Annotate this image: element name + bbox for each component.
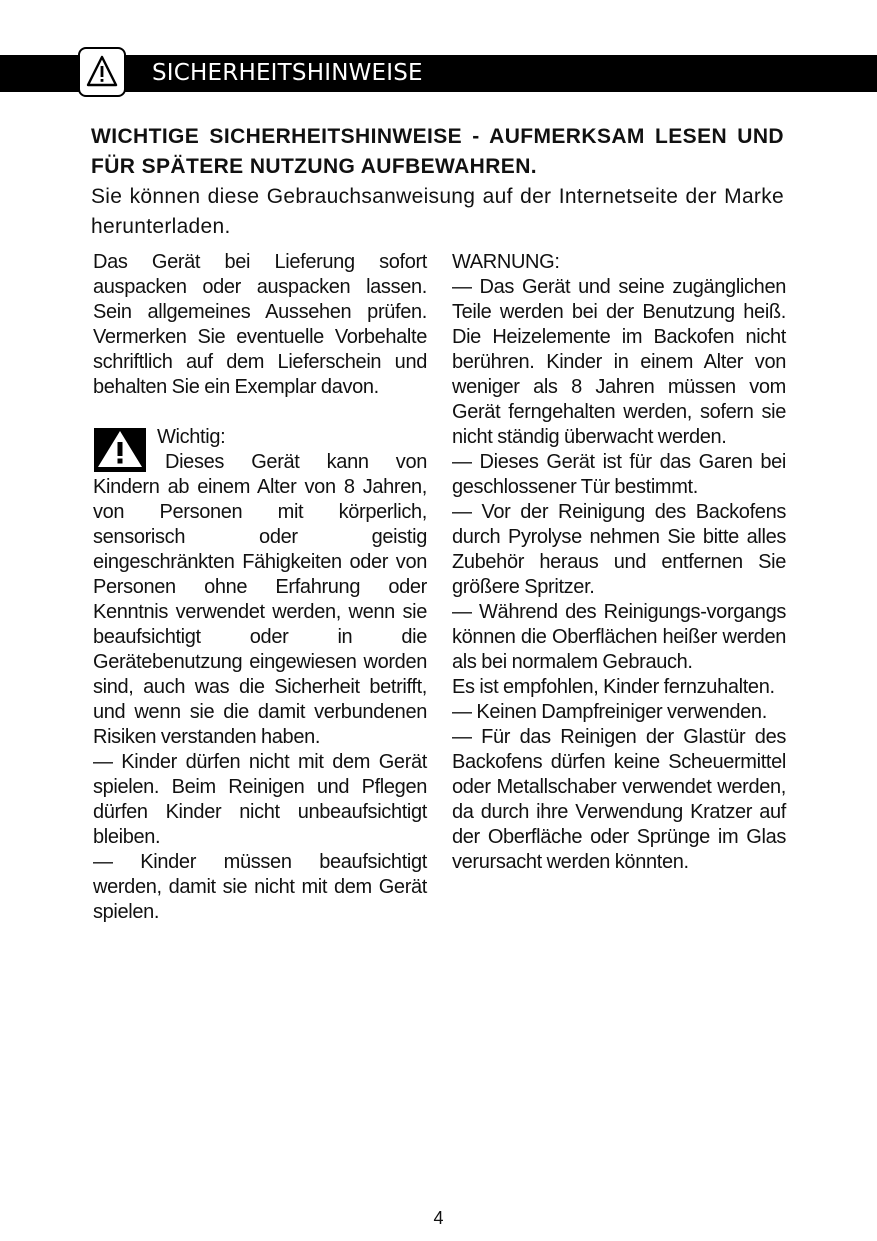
hot-parts-paragraph: — Das Gerät und seine zugänglichen Teile werden bei der Benutzung heiß. Die Heizelemente im Backofen nicht berühren. Kinder in einem Alter von weniger als 8 Jahren müssen vom Gerät ferngehalten werden, sofern sie nicht ständig überwacht werden.: [452, 276, 786, 448]
page-number: 4: [433, 1208, 444, 1228]
paragraph-spacer: [93, 400, 427, 425]
cleaning-surfaces-paragraph: — Während des Reinigungs-vorgangs können die Oberflächen heißer werden als bei normalem Gebrauch.: [452, 601, 786, 673]
glass-door-paragraph: — Für das Reinigen der Glastür des Backofens dürfen keine Scheuermittel oder Metallschaber verwendet werden, da durch ihre Verwendung Kratzer auf der Oberfläche oder Sprünge im Glas verursacht werden könnten.: [452, 726, 786, 873]
children-play-paragraph: — Kinder dürfen nicht mit dem Gerät spielen. Beim Reinigen und Pflegen dürfen Kinder nicht unbeaufsichtigt bleiben.: [93, 751, 427, 848]
section-header-bar: [0, 55, 877, 92]
children-supervise-paragraph: — Kinder müssen beaufsichtigt werden, damit sie nicht mit dem Gerät spielen.: [93, 851, 427, 923]
pyrolysis-paragraph: — Vor der Reinigung des Backofens durch Pyrolyse nehmen Sie bitte alles Zubehör heraus und entfernen Sie größere Spritzer.: [452, 501, 786, 598]
children-usage-paragraph: Dieses Gerät kann von Kindern ab einem Alter von 8 Jahren, von Personen mit körperlich, sensorisch oder geistig eingeschränkten Fähigkeiten oder von Personen ohne Erfahrung oder Kenntnis verwendet werden, wenn sie beaufsichtigt oder in die Gerätebenutzung eingewiesen worden sind, auch was die Sicherheit betrifft, und wenn sie die damit verbundenen Risiken verstanden haben.: [93, 451, 427, 748]
closed-door-paragraph: — Dieses Gerät ist für das Garen bei geschlossener Tür bestimmt.: [452, 451, 786, 498]
intro-heading: WICHTIGE SICHERHEITSHINWEISE - AUFMERKSAM LESEN UND FÜR SPÄTERE NUTZUNG AUFBEWAHREN.: [91, 125, 784, 178]
important-notice: [93, 425, 427, 750]
warning-triangle-icon: [78, 47, 126, 97]
intro-block: [91, 122, 784, 242]
delivery-paragraph: Das Gerät bei Lieferung sofort auspacken oder auspacken lassen. Sein allgemeines Aussehen prüfen. Vermerken Sie eventuelle Vorbehalte schriftlich auf dem Lieferschein und behalten Sie ein Exemplar davon.: [93, 251, 427, 398]
warning-label: WARNUNG:: [452, 251, 560, 273]
left-column: [93, 250, 427, 925]
keep-children-away-paragraph: Es ist empfohlen, Kinder fernzuhalten.: [452, 676, 775, 698]
intro-text: Sie können diese Gebrauchsanweisung auf der Internetseite der Marke herunterladen.: [91, 185, 784, 238]
important-label: Wichtig:: [157, 426, 226, 448]
warning-triangle-icon: [93, 427, 147, 473]
no-steam-cleaner-paragraph: — Keinen Dampfreiniger verwenden.: [452, 701, 767, 723]
section-title: SICHERHEITSHINWEISE: [152, 60, 423, 86]
right-column: [452, 250, 786, 875]
